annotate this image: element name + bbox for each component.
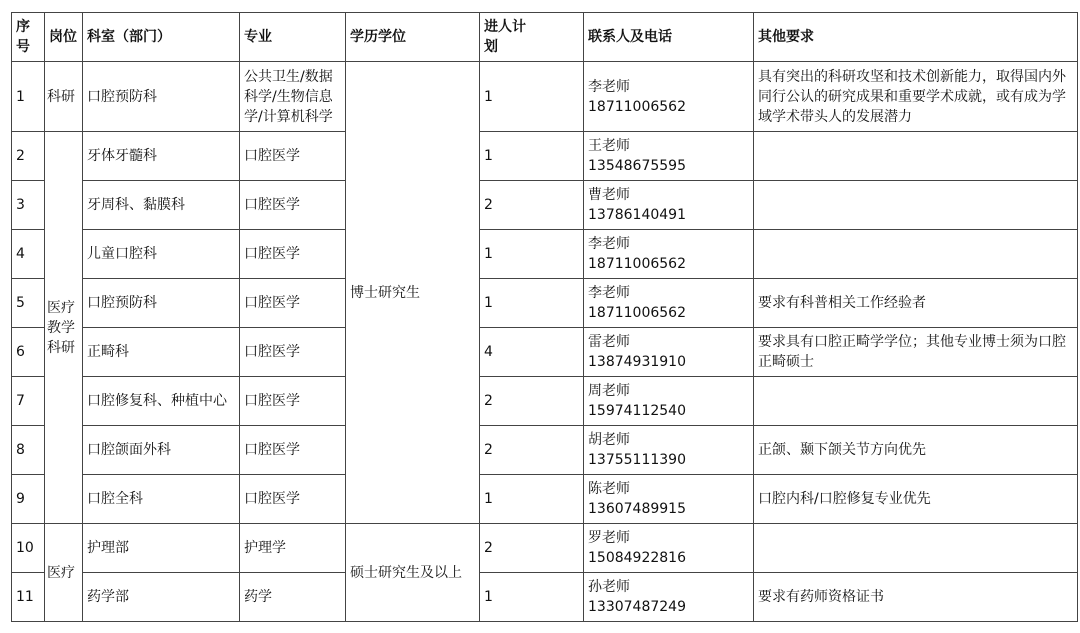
- table-row: [12, 181, 1078, 230]
- cell-contact: [584, 573, 754, 622]
- table-row: [12, 62, 1078, 132]
- cell-plan: 2: [480, 524, 584, 573]
- cell-plan: 2: [480, 377, 584, 426]
- contact-phone: 13607489915: [588, 501, 686, 517]
- cell-dept: 口腔全科: [83, 475, 240, 524]
- cell-major: 公共卫生/数据科学/生物信息学/计算机科学: [240, 62, 346, 132]
- cell-post-medical-teaching-research: 医疗教学科研: [45, 132, 83, 524]
- cell-seq: 3: [12, 181, 45, 230]
- cell-dept: 口腔颌面外科: [83, 426, 240, 475]
- contact-phone: 13755111390: [588, 452, 686, 468]
- cell-seq: 5: [12, 279, 45, 328]
- contact-phone: 13874931910: [588, 354, 686, 370]
- cell-major: 口腔医学: [240, 328, 346, 377]
- cell-dept: 牙周科、黏膜科: [83, 181, 240, 230]
- cell-plan: 1: [480, 62, 584, 132]
- contact-name: 王老师: [588, 138, 630, 154]
- cell-contact: [584, 328, 754, 377]
- cell-seq: 2: [12, 132, 45, 181]
- cell-major: 口腔医学: [240, 377, 346, 426]
- cell-major: 口腔医学: [240, 132, 346, 181]
- cell-contact: [584, 230, 754, 279]
- cell-seq: 11: [12, 573, 45, 622]
- cell-other: [754, 230, 1078, 279]
- contact-phone: 15084922816: [588, 550, 686, 566]
- cell-dept: 药学部: [83, 573, 240, 622]
- header-other: 其他要求: [754, 13, 1078, 62]
- cell-major: 口腔医学: [240, 230, 346, 279]
- cell-other: 要求具有口腔正畸学学位；其他专业博士须为口腔正畸硕士: [754, 328, 1078, 377]
- cell-other: 要求有药师资格证书: [754, 573, 1078, 622]
- cell-other: [754, 181, 1078, 230]
- table-row: [12, 426, 1078, 475]
- cell-dept: 牙体牙髓科: [83, 132, 240, 181]
- cell-contact: [584, 524, 754, 573]
- cell-plan: 1: [480, 573, 584, 622]
- cell-plan: 1: [480, 279, 584, 328]
- cell-other: 正颌、颞下颌关节方向优先: [754, 426, 1078, 475]
- header-degree: 学历学位: [346, 13, 480, 62]
- cell-plan: 2: [480, 426, 584, 475]
- cell-post-research: 科研: [45, 62, 83, 132]
- contact-phone: 18711006562: [588, 98, 686, 115]
- cell-dept: 儿童口腔科: [83, 230, 240, 279]
- contact-phone: 15974112540: [588, 403, 686, 419]
- header-row: [12, 13, 1078, 62]
- contact-name: 曹老师: [588, 187, 630, 203]
- cell-plan: 1: [480, 132, 584, 181]
- cell-plan: 4: [480, 328, 584, 377]
- recruitment-table: [11, 12, 1078, 622]
- cell-seq: 1: [12, 62, 45, 132]
- cell-major: 药学: [240, 573, 346, 622]
- cell-seq: 9: [12, 475, 45, 524]
- table-row: [12, 475, 1078, 524]
- cell-seq: 7: [12, 377, 45, 426]
- table-row: [12, 573, 1078, 622]
- cell-degree-master: 硕士研究生及以上: [346, 524, 480, 622]
- cell-dept: 口腔预防科: [83, 279, 240, 328]
- cell-seq: 8: [12, 426, 45, 475]
- cell-other: 要求有科普相关工作经验者: [754, 279, 1078, 328]
- cell-post-medical: 医疗: [45, 524, 83, 622]
- cell-other: [754, 377, 1078, 426]
- cell-contact: [584, 62, 754, 132]
- cell-seq: 10: [12, 524, 45, 573]
- table-row: [12, 132, 1078, 181]
- contact-name: 孙老师: [588, 579, 630, 595]
- cell-other: 具有突出的科研攻坚和技术创新能力，取得国内外同行公认的研究成果和重要学术成就，或有成为学域学术带头人的发展潜力: [754, 62, 1078, 132]
- cell-plan: 1: [480, 475, 584, 524]
- contact-phone: 13786140491: [588, 207, 686, 223]
- contact-name: 陈老师: [588, 481, 630, 497]
- contact-phone: 18711006562: [588, 256, 686, 272]
- header-post: 岗位: [45, 13, 83, 62]
- cell-contact: [584, 426, 754, 475]
- cell-contact: [584, 132, 754, 181]
- header-seq: 序号: [12, 13, 45, 62]
- header-plan: 进人计划: [480, 13, 584, 62]
- header-major: 专业: [240, 13, 346, 62]
- cell-contact: [584, 475, 754, 524]
- cell-dept: 口腔预防科: [83, 62, 240, 132]
- contact-name: 胡老师: [588, 432, 630, 448]
- table-row: [12, 230, 1078, 279]
- header-dept: 科室（部门）: [83, 13, 240, 62]
- cell-major: 口腔医学: [240, 279, 346, 328]
- cell-dept: 口腔修复科、种植中心: [83, 377, 240, 426]
- contact-name: 李老师: [588, 285, 630, 301]
- cell-plan: 1: [480, 230, 584, 279]
- table-row: [12, 328, 1078, 377]
- cell-contact: [584, 279, 754, 328]
- cell-major: 口腔医学: [240, 181, 346, 230]
- cell-dept: 护理部: [83, 524, 240, 573]
- cell-contact: [584, 181, 754, 230]
- cell-other: [754, 132, 1078, 181]
- contact-phone: 13307487249: [588, 599, 686, 615]
- contact-name: 李老师: [588, 236, 630, 252]
- cell-plan: 2: [480, 181, 584, 230]
- cell-major: 护理学: [240, 524, 346, 573]
- cell-seq: 6: [12, 328, 45, 377]
- cell-degree-phd: 博士研究生: [346, 62, 480, 524]
- cell-other: 口腔内科/口腔修复专业优先: [754, 475, 1078, 524]
- table-row: [12, 279, 1078, 328]
- contact-name: 罗老师: [588, 530, 630, 546]
- contact-name: 周老师: [588, 383, 630, 399]
- contact-phone: 13548675595: [588, 158, 686, 174]
- cell-major: 口腔医学: [240, 426, 346, 475]
- contact-name: 雷老师: [588, 334, 630, 350]
- table-row: [12, 377, 1078, 426]
- cell-other: [754, 524, 1078, 573]
- table-row: [12, 524, 1078, 573]
- cell-dept: 正畸科: [83, 328, 240, 377]
- contact-phone: 18711006562: [588, 305, 686, 321]
- header-contact: 联系人及电话: [584, 13, 754, 62]
- cell-major: 口腔医学: [240, 475, 346, 524]
- cell-seq: 4: [12, 230, 45, 279]
- cell-contact: [584, 377, 754, 426]
- contact-name: 李老师: [588, 78, 630, 95]
